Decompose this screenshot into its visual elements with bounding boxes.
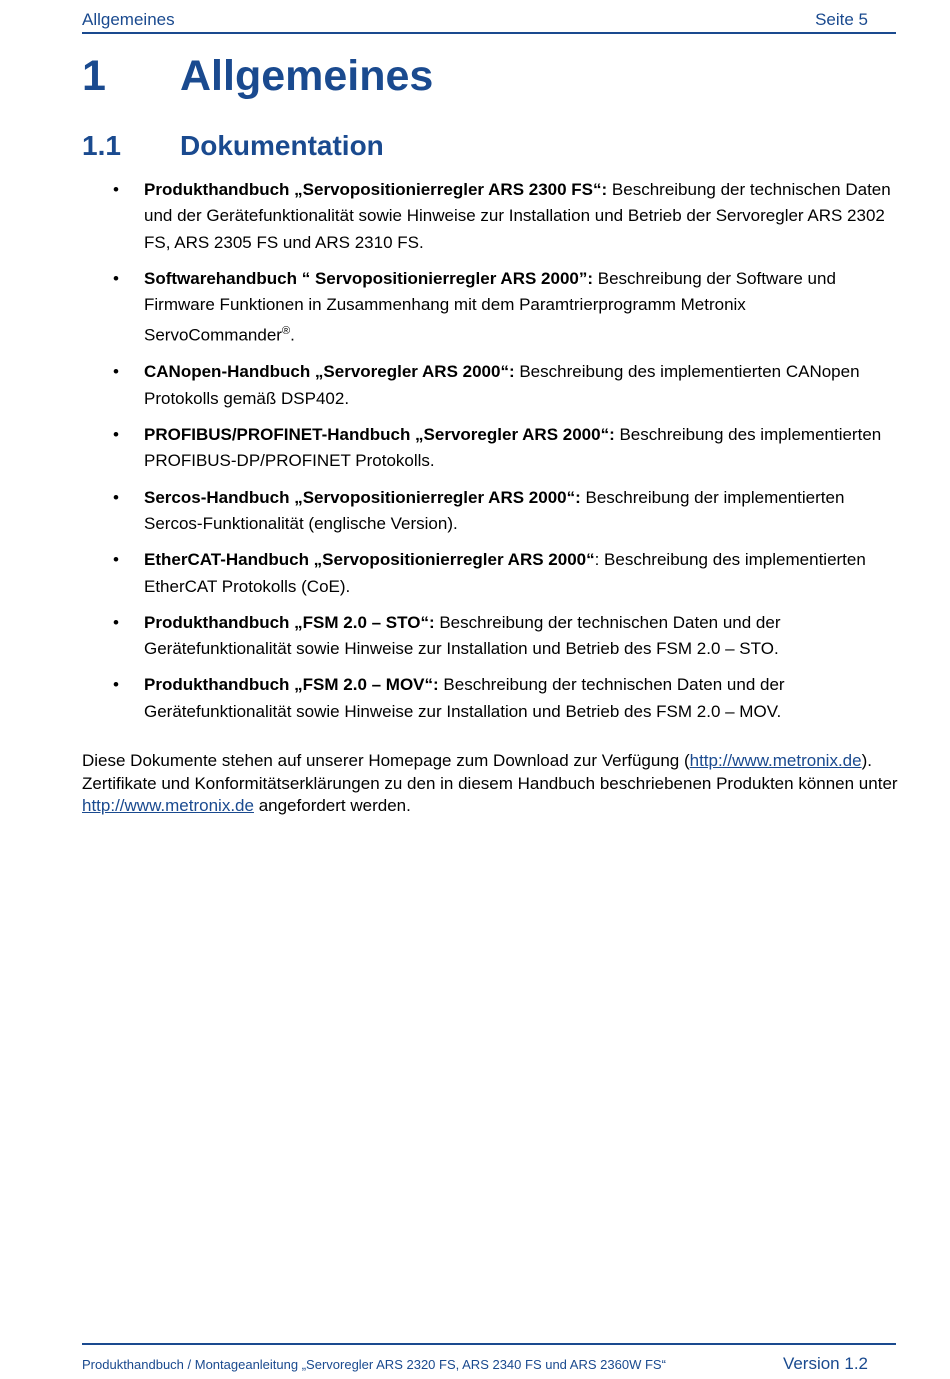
list-item: [108, 422, 898, 475]
bullet-icon: •: [113, 675, 119, 695]
item-text: Beschreibung der Software und Firmware Funktionen in Zusammenhang mit dem Paramtrierprogramm Metronix ServoCommander: [144, 268, 836, 346]
item-text: Beschreibung der implementierten Sercos-Funktionalität (englische Version).: [144, 487, 845, 533]
list-item: [108, 672, 898, 725]
metronix-link[interactable]: http://www.metronix.de: [689, 751, 862, 770]
footer-title: Produkthandbuch / Montageanleitung „Servoregler ARS 2320 FS, ARS 2340 FS und ARS 2360W FS“: [82, 1357, 666, 1372]
bullet-icon: •: [113, 268, 119, 288]
bullet-icon: •: [113, 362, 119, 382]
item-text: Beschreibung des implementierten CANopen Protokolls gemäß DSP402.: [144, 362, 860, 408]
item-text: Beschreibung der technischen Daten und der Gerätefunktionalität sowie Hinweise zur Installation und Betrieb des FSM 2.0 – MOV.: [144, 675, 785, 721]
list-item: [108, 547, 898, 600]
list-item: [108, 610, 898, 663]
header-section: Allgemeines: [82, 10, 175, 29]
documentation-list: [108, 177, 898, 735]
registered-mark: ®: [281, 325, 291, 338]
list-item: [108, 359, 898, 412]
page-footer: [82, 1343, 896, 1375]
section-title: Dokumentation: [180, 130, 384, 161]
list-item: [108, 485, 898, 538]
item-title: Produkthandbuch „FSM 2.0 – MOV“:: [144, 675, 439, 695]
chapter-title: Allgemeines: [180, 52, 434, 100]
bullet-icon: •: [113, 180, 119, 199]
item-text: : Beschreibung des implementierten EtherCAT Protokolls (CoE).: [144, 550, 866, 596]
page-header: [82, 8, 896, 34]
item-title: Sercos-Handbuch „Servopositionierregler ARS 2000“:: [144, 487, 581, 507]
item-title: EtherCAT-Handbuch „Servopositionierregler ARS 2000“: [144, 550, 595, 570]
chapter-number: 1: [82, 52, 106, 100]
item-title: CANopen-Handbuch „Servoregler ARS 2000“:: [144, 362, 515, 382]
item-title: Produkthandbuch „Servopositionierregler ARS 2300 FS“:: [144, 180, 608, 199]
item-title: Produkthandbuch „FSM 2.0 – STO“:: [144, 612, 435, 632]
header-page-number: Seite 5: [815, 10, 868, 29]
footer-version: Version 1.2: [782, 1354, 868, 1373]
paragraph-text: Diese Dokumente stehen auf unserer Homepage zum Download zur Verfügung (: [82, 751, 690, 770]
item-title: PROFIBUS/PROFINET-Handbuch „Servoregler ARS 2000“:: [144, 425, 615, 445]
item-title: Softwarehandbuch “ Servopositionierregler ARS 2000”:: [144, 268, 594, 288]
paragraph-text: angefordert werden.: [253, 796, 411, 815]
bullet-icon: •: [113, 425, 119, 445]
download-paragraph: [82, 750, 902, 818]
list-item: [108, 177, 898, 256]
paragraph-text: ). Zertifikate und Konformitätserklärungen zu den in diesem Handbuch beschriebenen Produkten können unter: [82, 751, 898, 793]
list-item: [108, 266, 898, 350]
item-text: Beschreibung des implementierten PROFIBUS-DP/PROFINET Protokolls.: [144, 425, 882, 471]
bullet-icon: •: [113, 487, 119, 507]
item-text: Beschreibung der technischen Daten und der Gerätefunktionalität sowie Hinweise zur Installation und Betrieb des FSM 2.0 – STO.: [144, 612, 781, 659]
bullet-icon: •: [113, 550, 119, 570]
section-number: 1.1: [82, 130, 121, 161]
item-text: Beschreibung der technischen Daten und der Gerätefunktionalität sowie Hinweise zur Installation und Betrieb der Servoregler ARS 2302 FS, ARS 2305 FS und ARS 2310 FS.: [144, 180, 891, 252]
metronix-link[interactable]: http://www.metronix.de: [82, 796, 254, 815]
item-tail: .: [290, 326, 295, 346]
bullet-icon: •: [113, 612, 119, 632]
